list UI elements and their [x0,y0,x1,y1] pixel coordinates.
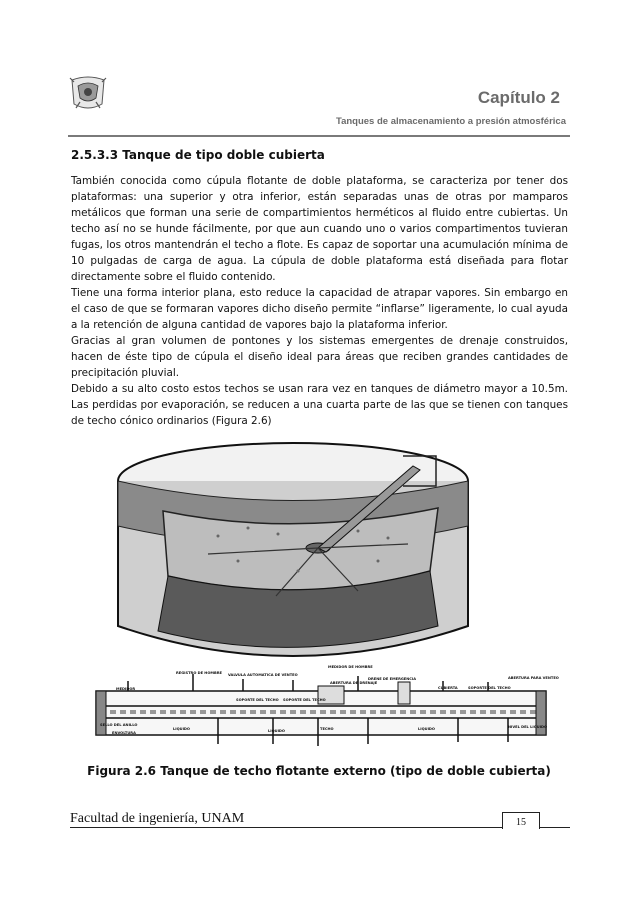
label-envoltura: ENVOLTURA [112,731,136,735]
paragraph: Tiene una forma interior plana, esto reduce la capacidad de atrapar vapores. Sin embargo en el caso de que se formaran vapores dicho diseño permite “inflarse” ligeramente, lo cual ayuda a la retención de alguna cantidad de vapores bajo la plataforma inferior. [71,287,568,331]
label-registro: REGISTRO DE HOMBRE [176,671,222,675]
label-techo: TECHO [320,727,334,731]
tank-figure [68,436,573,754]
label-valvula: VALVULA AUTOMATICA DE VENTEO [228,673,298,677]
label-liquido-1: LIQUIDO [173,727,190,731]
label-medidor: MEDIDOR [116,687,136,691]
paragraph: También conocida como cúpula flotante de doble plataforma, se caracteriza por tener dos plataformas: una superior y otra inferior, están separadas unas de otras por mamparos metálicos que forman una serie de compartimientos herméticos al fluido entre cubiertas. Un techo así no se hunde fácilmente, por que aun cuando uno o varios compartimentos tuvieran fugas, los otros mantendrán el techo a flote. Es capaz de soportar una acumulación mínima de 10 pulgadas de carga de agua. La cúpula de doble plataforma está diseñada para flotar directamente sobre el fluido contenido. [71,175,568,283]
page-number: 15 [502,812,540,829]
header-subtitle: Tanques de almacenamiento a presión atmosférica [335,116,566,127]
body-text [71,173,568,429]
label-sello: SELLO DEL ANILLO [100,723,138,727]
paragraph: Debido a su alto costo estos techos se usan rara vez en tanques de diámetro mayor a 10.5m. Las perdidas por evaporación, se reducen a una cuarta parte de las que se tienen con tanques de techo cónico ordinarios (Figura 2.6) [71,383,568,427]
label-soporte-1: SOPORTE DEL TECHO [236,698,279,702]
label-abertura-venteo: ABERTURA PARA VENTEO [508,676,559,680]
cross-section-diagram [96,665,559,746]
label-soporte-2: SOPORTE DEL TECHO [283,698,326,702]
label-liquido-3: LIQUIDO [268,729,285,733]
label-liquido-2: LIQUIDO [418,727,435,731]
chapter-title: Capítulo 2 [477,88,560,107]
figure-caption: Figura 2.6 Tanque de techo flotante externo (tipo de doble cubierta) [87,764,551,778]
section-title: 2.5.3.3 Tanque de tipo doble cubierta [71,148,325,162]
label-abertura-drenaje: ABERTURA DE DRENAJE [330,681,378,685]
unam-logo [68,74,108,112]
label-drene: DRENE DE EMERGENCIA [368,677,417,681]
label-soporte-3: SOPORTE DEL TECHO [468,686,511,690]
tank-illustration [118,443,468,656]
label-medidor-hombre: MEDIDOR DE HOMBRE [328,665,373,669]
label-nivel: NIVEL DEL LIQUIDO [508,725,548,729]
header-rule [68,135,570,137]
paragraph: Gracias al gran volumen de pontones y los sistemas emergentes de drenaje construidos, hacen de éste tipo de cúpula el diseño ideal para áreas que reciben grandes cantidades de precipitación pluvial. [71,335,568,379]
footer-institution: Facultad de ingeniería, UNAM [70,811,245,826]
label-cubierta: CUBIERTA [438,686,458,690]
footer-rule [70,827,570,828]
